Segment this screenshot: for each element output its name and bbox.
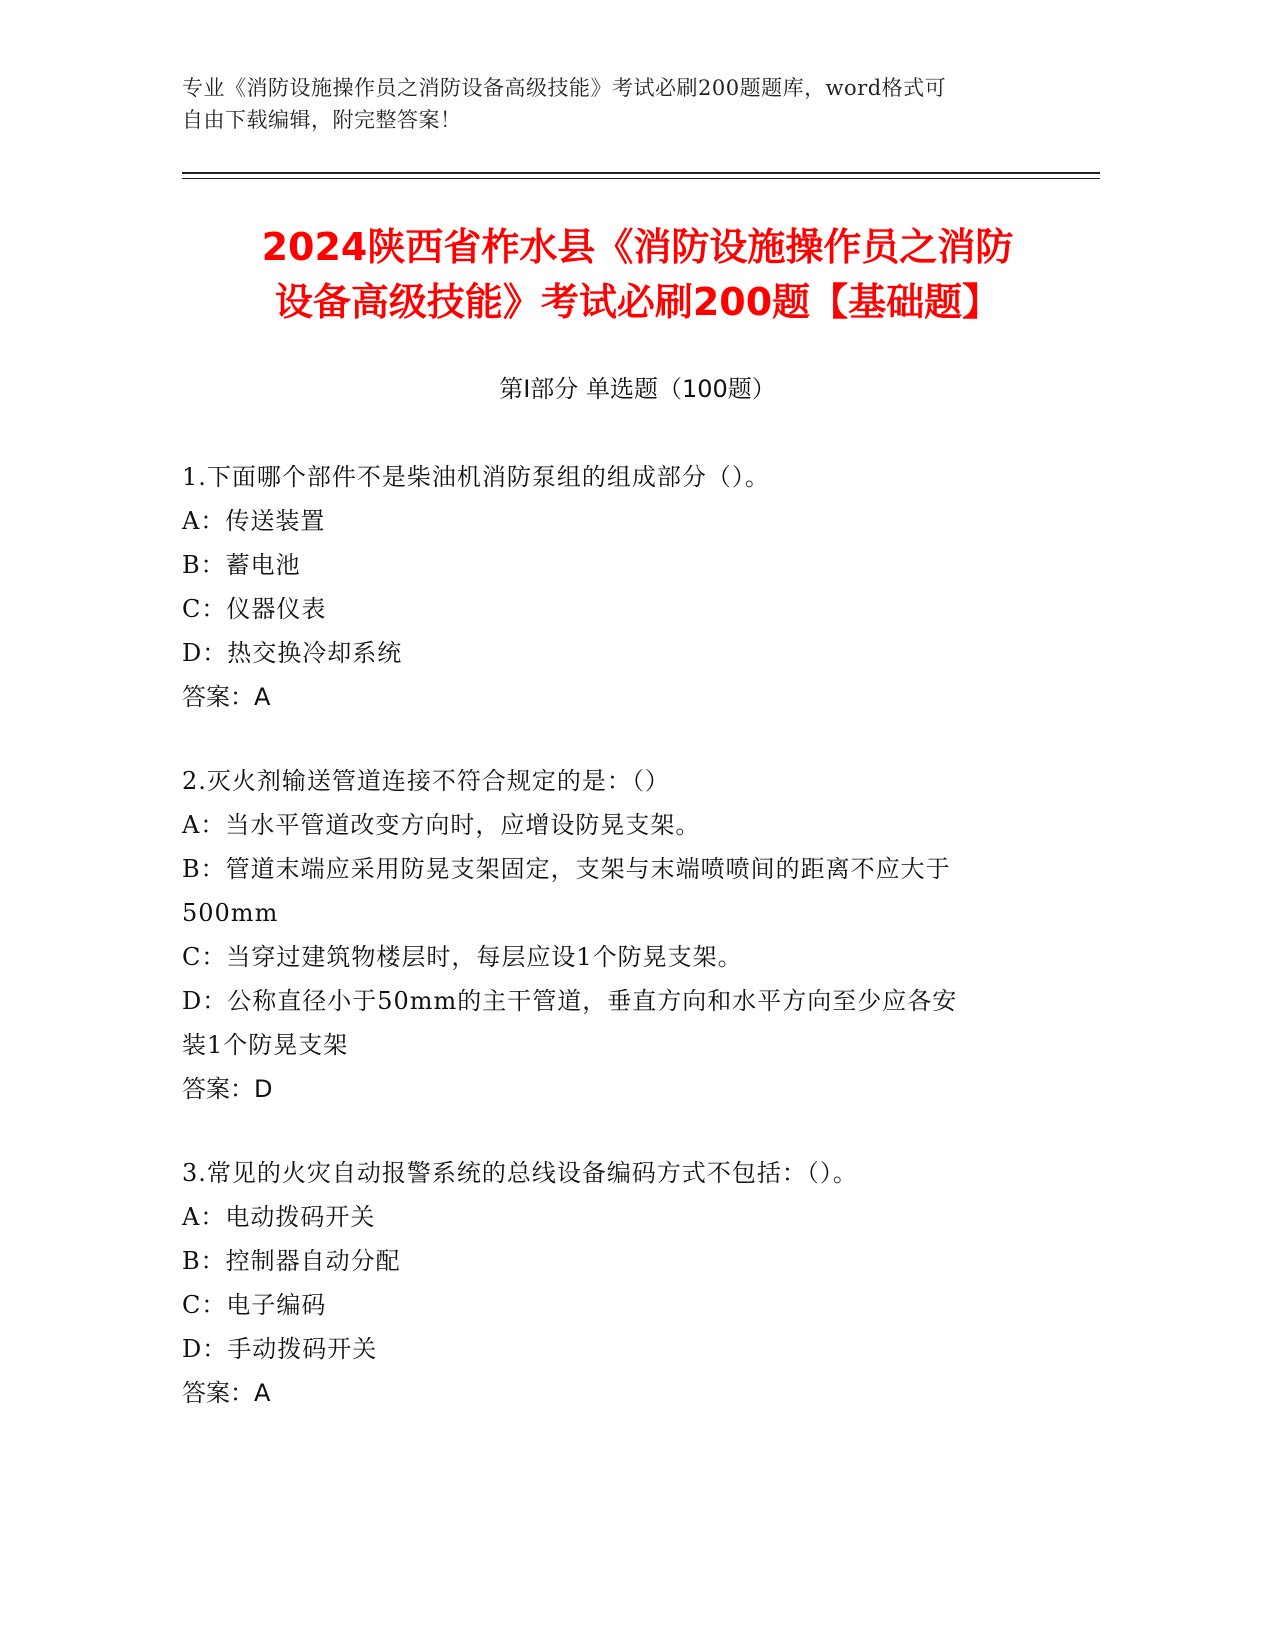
- option-b: B：控制器自动分配: [182, 1247, 401, 1275]
- question-2: [182, 759, 1062, 1111]
- header-divider-thin: [182, 178, 1100, 179]
- option-c: C：当穿过建筑物楼层时，每层应设1个防晃支架。: [182, 943, 743, 971]
- question-stem: 3.常见的火灾自动报警系统的总线设备编码方式不包括：（）。: [182, 1159, 858, 1187]
- question-1: [182, 455, 1062, 719]
- question-3: [182, 1151, 1062, 1415]
- answer-label: 答案：A: [182, 683, 271, 711]
- option-a: A：电动拨码开关: [182, 1203, 376, 1231]
- header-note-line-2: 自由下载编辑，附完整答案！: [182, 108, 462, 132]
- option-d: D：热交换冷却系统: [182, 639, 403, 667]
- document-title-line-1: 2024陕西省柞水县《消防设施操作员之消防: [261, 225, 1014, 269]
- option-c: C：电子编码: [182, 1291, 327, 1319]
- option-b-line-1: B：管道末端应采用防晃支架固定，支架与末端喷喷间的距离不应大于: [182, 855, 951, 883]
- answer-label: 答案：D: [182, 1075, 273, 1103]
- document-title-line-2: 设备高级技能》考试必刷200题【基础题】: [274, 280, 1001, 324]
- question-stem: 2.灭火剂输送管道连接不符合规定的是：（）: [182, 767, 670, 795]
- question-list: [182, 455, 1062, 1455]
- option-d-line-2: 装1个防晃支架: [182, 1031, 349, 1059]
- document-title: [150, 220, 1125, 330]
- header-note-line-1: 专业《消防设施操作员之消防设备高级技能》考试必刷200题题库，word格式可: [182, 76, 947, 100]
- answer-label: 答案：A: [182, 1379, 271, 1407]
- question-stem: 1.下面哪个部件不是柴油机消防泵组的组成部分（）。: [182, 463, 770, 491]
- option-b-line-2: 500mm: [182, 899, 279, 927]
- section-title: 第Ⅰ部分 单选题（100题）: [499, 375, 776, 403]
- option-d-line-1: D：公称直径小于50mm的主干管道，垂直方向和水平方向至少应各安: [182, 987, 958, 1015]
- header-note: [182, 72, 1082, 136]
- header-divider-thick: [182, 172, 1100, 174]
- option-c: C：仪器仪表: [182, 595, 327, 623]
- option-a: A：当水平管道改变方向时，应增设防晃支架。: [182, 811, 701, 839]
- option-d: D：手动拨码开关: [182, 1335, 378, 1363]
- option-a: A：传送装置: [182, 507, 326, 535]
- option-b: B：蓄电池: [182, 551, 301, 579]
